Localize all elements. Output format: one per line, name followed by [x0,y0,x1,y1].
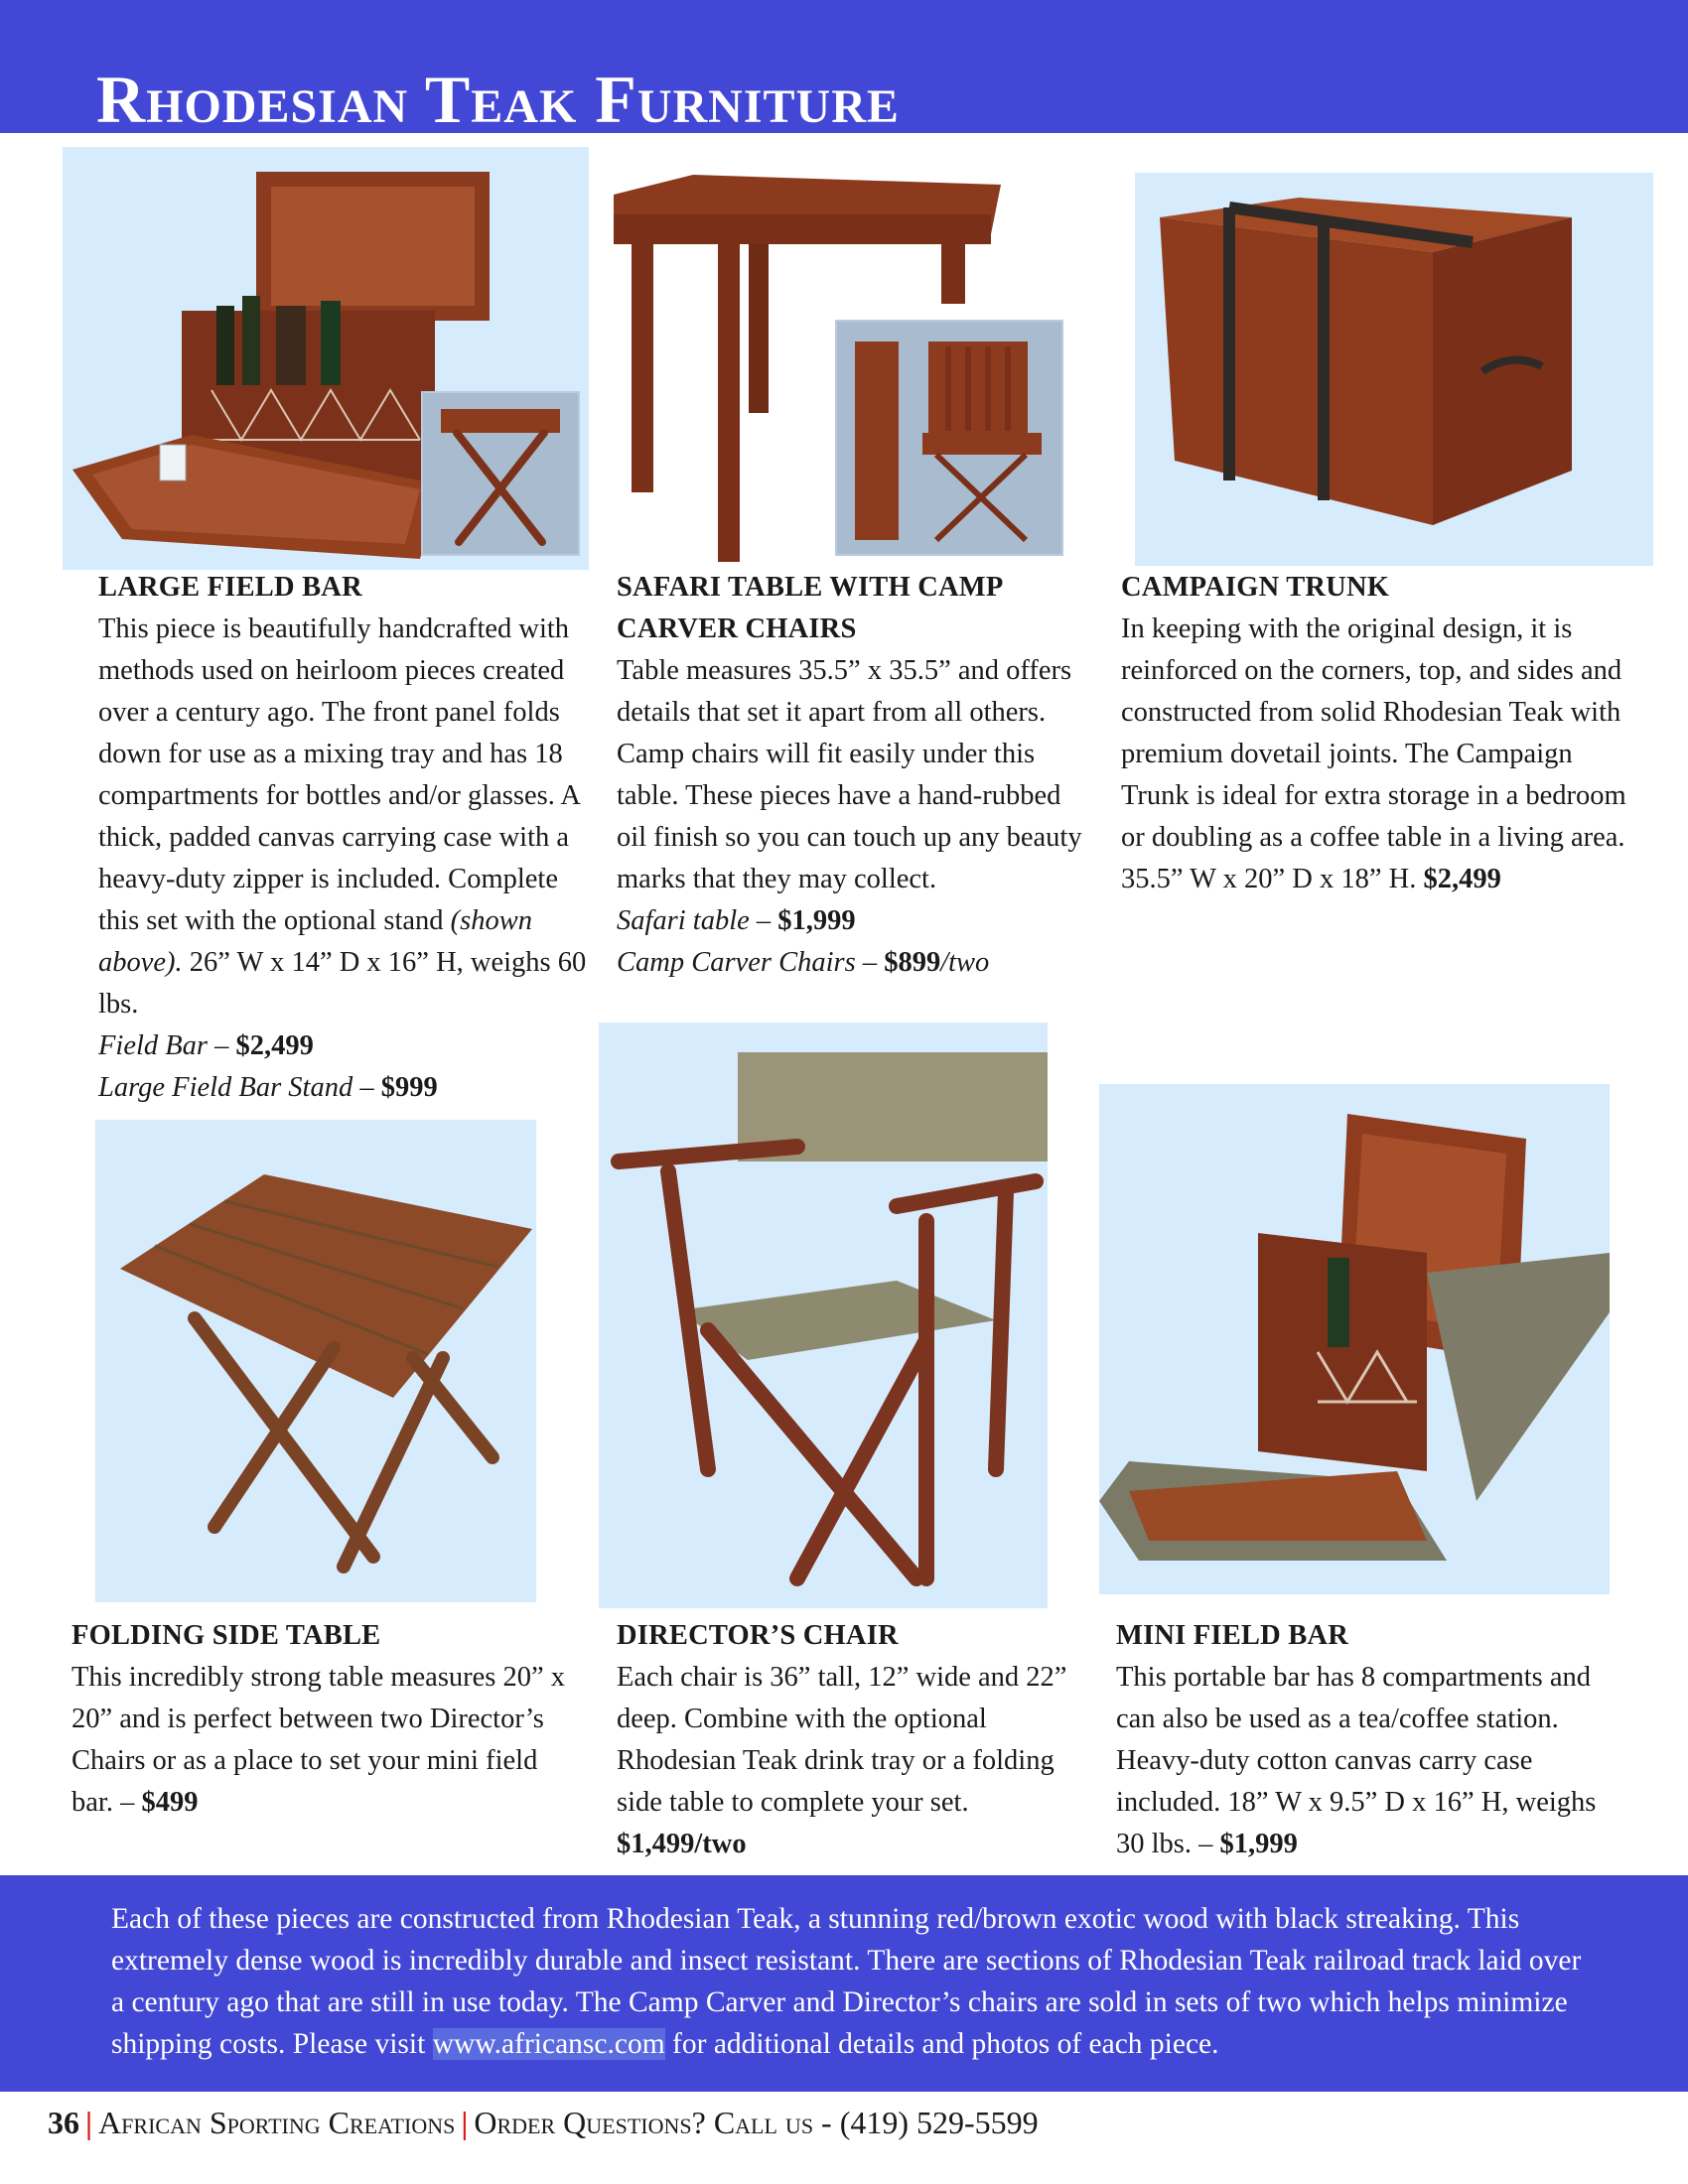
product-title: DIRECTOR’S CHAIR [617,1620,899,1651]
product-description: This incredibly strong table measures 20” x 20” and is perfect between two Director’s Chairs or as a place to set your mini field bar. – $499 [71,1662,566,1818]
mini-field-bar-description [1116,1615,1613,1865]
product-description: Each chair is 36” tall, 12” wide and 22” deep. Combine with the optional Rhodesian Teak drink tray or a folding side table to complete your set. [617,1662,1067,1818]
website-link[interactable]: www.africansc.com [432,2028,665,2060]
product-title: MINI FIELD BAR [1116,1620,1348,1651]
safari-table-description [617,567,1093,984]
order-contact: Order Questions? Call us - (419) 529-5599 [474,2105,1039,2140]
folding-side-table-description [71,1615,568,1824]
folding-side-table-photo [95,1120,536,1602]
product-description: Table measures 35.5” x 35.5” and offers details that set it apart from all others. Camp chairs will fit easily under this table. These pieces have a hand-rubbed oil finish so you can touch up any beauty marks that they may collect. [617,655,1082,894]
price-line: Large Field Bar Stand – $999 [98,1072,438,1103]
footer-note: Each of these pieces are constructed from Rhodesian Teak, a stunning red/brown exotic wood with black streaking. This extremely dense wood is incredibly durable and insect resistant. There are sections of Rhodesian Teak railroad track laid over a century ago that are still in use today. The Camp Carver and Director’s chairs are sold in sets of two which helps minimize shipping costs. Please visit www.africansc.com for additional details and photos of each piece. [111,1903,1582,2060]
page-title: Rhodesian Teak Furniture [96,62,900,137]
company-name: African Sporting Creations [98,2105,456,2140]
page-footer [48,2103,1039,2142]
campaign-trunk-photo [1135,173,1653,566]
product-title: LARGE FIELD BAR [98,572,362,603]
price-line: Field Bar – $2,499 [98,1030,314,1061]
separator: | [461,2105,469,2140]
directors-chair-description [617,1615,1103,1865]
field-bar-stand-photo [421,391,580,556]
page-number: 36 [48,2105,79,2140]
product-description: This piece is beautifully handcrafted with methods used on heirloom pieces created over a century ago. The front panel folds down for use as a mixing tray and has 18 compartments for bottles and/or glasses. A thick, padded canvas carrying case with a heavy-duty zipper is included. Complete this set with the optional stand (shown above). 26” W x 14” D x 16” H, weighs 60 lbs. [98,614,587,1020]
product-title: CAMPAIGN TRUNK [1121,572,1390,603]
large-field-bar-description [98,567,595,1109]
camp-carver-chairs-photo [835,320,1063,556]
product-description: In keeping with the original design, it is reinforced on the corners, top, and sides and constructed from solid Rhodesian Teak with premium dovetail joints. The Campaign Trunk is ideal for extra storage in a bedroom or doubling as a coffee table in a living area. 35.5” W x 20” D x 18” H. $2,499 [1121,614,1626,894]
directors-chair-photo [599,1023,1048,1608]
product-title: FOLDING SIDE TABLE [71,1620,381,1651]
price-line: Camp Carver Chairs – $899/two [617,947,990,978]
mini-field-bar-photo [1099,1084,1610,1594]
product-price: $1,499/two [617,1829,747,1859]
product-description: This portable bar has 8 compartments and can also be used as a tea/coffee station. Heavy-duty cotton canvas carry case included. 18” W x 9.5” D x 16” H, weighs 30 lbs. – $1,999 [1116,1662,1597,1859]
product-title: SAFARI TABLE WITH CAMP CARVER CHAIRS [617,572,1002,644]
price-line: Safari table – $1,999 [617,905,856,936]
campaign-trunk-description [1121,567,1627,900]
separator: | [85,2105,93,2140]
